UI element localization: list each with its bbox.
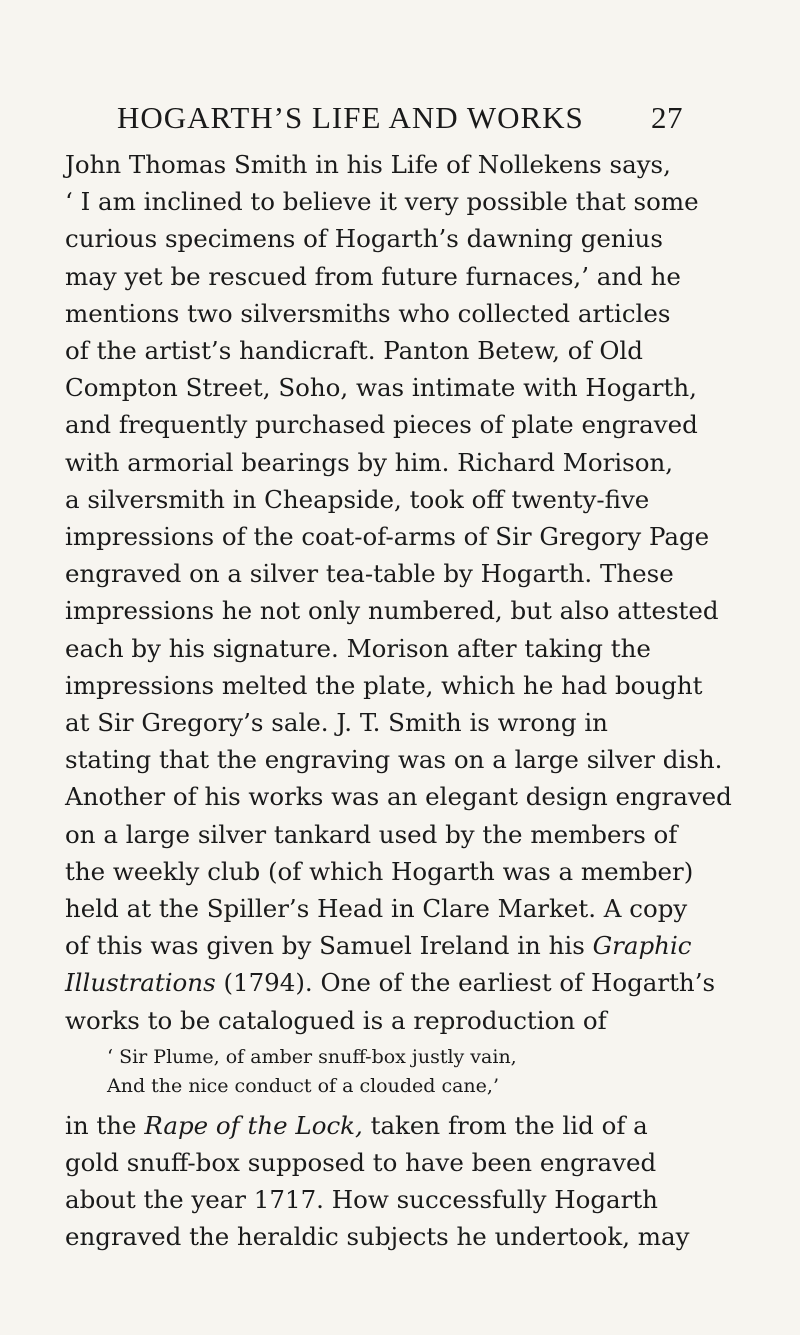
text-line: engraved the heraldic subjects he undertook, may — [65, 1222, 690, 1252]
running-header — [117, 100, 683, 136]
text-line: at Sir Gregory’s sale. J. T. Smith is wrong in — [65, 708, 608, 738]
text-line: mentions two silversmiths who collected articles — [65, 298, 671, 328]
text-line: Compton Street, Soho, was intimate with Hogarth, — [65, 373, 697, 403]
paragraph — [65, 146, 745, 927]
italic-title: Illustrations — [65, 968, 216, 998]
verse-quotation — [65, 1043, 745, 1101]
text-run: in the Rape of the Lock, taken from the lid of a — [65, 1110, 648, 1140]
text-line: a silversmith in Cheapside, took off twenty-five — [65, 484, 650, 514]
text-line: may yet be rescued from future furnaces,’ and he — [65, 261, 681, 291]
text-line: works to be catalogued is a reproduction of — [65, 1005, 607, 1035]
text-line: impressions melted the plate, which he had bought — [65, 670, 703, 700]
text-line: and frequently purchased pieces of plate engraved — [65, 410, 698, 440]
text-line: with armorial bearings by him. Richard Morison, — [65, 447, 674, 477]
paragraph — [65, 1144, 745, 1256]
text-line: gold snuff-box supposed to have been engraved — [65, 1148, 657, 1178]
italic-title: Graphic — [592, 931, 692, 961]
text-line: stating that the engraving was on a large silver dish. — [65, 745, 723, 775]
text-line: John Thomas Smith in his Life of Nollekens says, — [65, 150, 671, 179]
text-run: of this was given by Samuel Ireland in his Graphic — [65, 931, 692, 961]
text-run: Illustrations (1794). One of the earliest of Hogarth’s — [65, 968, 716, 998]
text-line: curious specimens of Hogarth’s dawning genius — [65, 224, 663, 254]
verse-line: And the nice conduct of a clouded cane,’ — [107, 1074, 499, 1097]
text-line: engraved on a silver tea-table by Hogarth. These — [65, 559, 674, 589]
text-line: Another of his works was an elegant design engraved — [65, 782, 732, 812]
body-text — [65, 146, 745, 1256]
text-line: each by his signature. Morison after taking the — [65, 633, 651, 663]
running-title: HOGARTH’S LIFE AND WORKS — [117, 100, 584, 135]
text-line: about the year 1717. How successfully Hogarth — [65, 1185, 658, 1215]
page-number: 27 — [651, 100, 683, 135]
italic-title: Rape of the Lock, — [144, 1110, 363, 1140]
text-line — [65, 927, 745, 964]
text-line — [65, 1107, 745, 1144]
verse-line: ‘ Sir Plume, of amber snuff-box justly vain, — [107, 1045, 517, 1068]
text-line: held at the Spiller’s Head in Clare Market. A copy — [65, 894, 688, 924]
text-line: the weekly club (of which Hogarth was a member) — [65, 856, 694, 886]
text-line — [65, 964, 745, 1001]
text-line: impressions he not only numbered, but also attested — [65, 596, 719, 626]
text-line: on a large silver tankard used by the members of — [65, 819, 678, 849]
text-line: impressions of the coat-of-arms of Sir Gregory Page — [65, 522, 710, 552]
text-line: ‘ I am inclined to believe it very possible that some — [65, 187, 699, 217]
text-line: of the artist’s handicraft. Panton Betew, of Old — [65, 336, 643, 366]
